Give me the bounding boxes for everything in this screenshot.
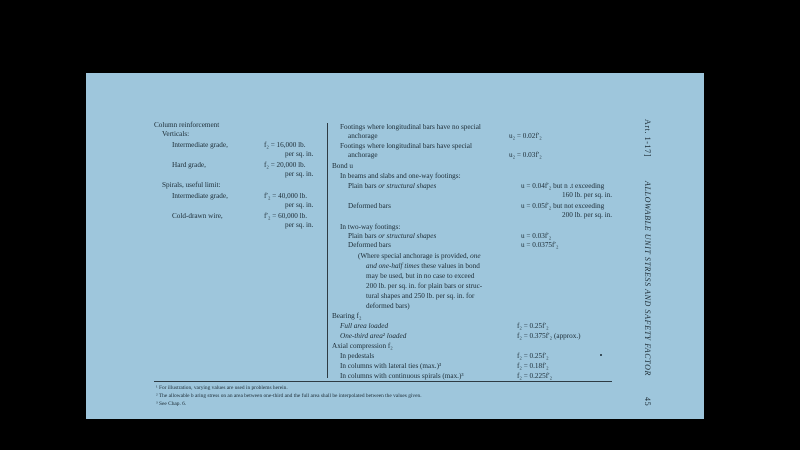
running-title: ALLOWABLE UNIT STRESS AND SAFETY FACTOR (643, 181, 652, 376)
deformed-bars-1-value: u = 0.05f′₂ but not exceeding (521, 202, 605, 210)
beams-slabs-footings: In beams and slabs and one-way footings: (340, 172, 461, 180)
footnote-2: ² The allowable b aring stress on an area between one-third and the full area shall be interpolated between the values given. (156, 393, 422, 399)
plain-bars-1-value: u = 0.04f′₂ but n .t exceeding (521, 182, 605, 190)
heading-column-reinforcement: Column reinforcement (154, 121, 220, 129)
deformed-bars-1: Deformed bars (348, 202, 391, 210)
special-anchorage-note-2: and one-half times these values in bond (366, 262, 480, 270)
in-pedestals: In pedestals (340, 352, 375, 360)
label-spiral-intermediate-grade: Intermediate grade, (172, 192, 228, 200)
special-anchorage-note-4: 200 lb. per sq. in. for plain bars or struc- (366, 282, 483, 290)
deformed-bars-2: Deformed bars (348, 241, 391, 249)
one-third-area-loaded-value: f₂ = 0.375f′₂ (approx.) (517, 332, 581, 340)
book-page (86, 73, 704, 419)
unit-intermediate-grade: per sq. in. (285, 150, 314, 158)
column-divider (327, 123, 328, 378)
subheading-spirals: Spirals, useful limit: (162, 181, 221, 189)
footings-special-anchorage-value: u₂ = 0.03f′₂ (509, 151, 542, 159)
unit-spiral-intermediate-grade: per sq. in. (285, 201, 314, 209)
deformed-bars-2-value: u = 0.0375f′₂ (521, 241, 559, 249)
plain-bars-1: Plain bars or structural shapes (348, 182, 437, 190)
plain-bars-2-value: u = 0.03f′₂ (521, 232, 552, 240)
special-anchorage-note-3: may be used, but in no case to exceed (366, 272, 475, 280)
unit-cold-drawn-wire: per sq. in. (285, 221, 314, 229)
continuous-spirals: In columns with continuous spirals (max.)³ (340, 372, 464, 380)
footings-no-anchorage-cont: anchorage (348, 132, 378, 140)
one-third-area-loaded: One-third area² loaded (340, 332, 407, 340)
footnote-3: ³ See Chap. 6. (156, 401, 187, 407)
special-anchorage-note-5: tural shapes and 250 lb. per sq. in. for (366, 292, 475, 300)
footings-special-anchorage-cont: anchorage (348, 151, 378, 159)
two-way-footings: In two-way footings: (340, 223, 401, 231)
footnote-rule (154, 381, 612, 382)
special-anchorage-note-1: (Where special anchorage is provided, one (358, 252, 481, 260)
footings-no-anchorage: Footings where longitudinal bars have no special (340, 123, 481, 131)
value-hard-grade: f₂ = 20,000 lb. (264, 161, 306, 169)
footings-special-anchorage: Footings where longitudinal bars have special (340, 142, 472, 150)
heading-axial-compression: Axial compression f₂ (332, 342, 393, 350)
heading-bearing: Bearing f₂ (332, 312, 362, 320)
label-cold-drawn-wire: Cold-drawn wire, (172, 212, 223, 220)
plain-bars-2: Plain bars or structural shapes (348, 232, 437, 240)
page-number: 45 (643, 397, 652, 407)
article-reference: Art. 1-17] (643, 119, 652, 157)
side-running-head (642, 119, 652, 415)
unit-hard-grade: per sq. in. (285, 170, 314, 178)
special-anchorage-note-6: deformed bars) (366, 302, 410, 310)
plain-bars-1-limit: 160 lb. per sq. in. (562, 191, 613, 199)
value-spiral-intermediate-grade: f′₂ = 40,000 lb. (264, 192, 308, 200)
deformed-bars-1-limit: 200 lb. per sq. in. (562, 211, 613, 219)
full-area-loaded-value: f₂ = 0.25f′₂ (517, 322, 549, 330)
in-pedestals-value: f₂ = 0.25f′₂ (517, 352, 549, 360)
lateral-ties-value: f₂ = 0.18f′₂ (517, 362, 549, 370)
full-area-loaded: Full area loaded (340, 322, 389, 330)
value-cold-drawn-wire: f′₂ = 60,000 lb. (264, 212, 308, 220)
value-intermediate-grade: f₂ = 16,000 lb. (264, 141, 306, 149)
continuous-spirals-value: f₂ = 0.225f′₂ (517, 372, 553, 380)
label-hard-grade: Hard grade, (172, 161, 206, 169)
label-intermediate-grade: Intermediate grade, (172, 141, 228, 149)
heading-bond: Bond u (332, 162, 353, 170)
subheading-verticals: Verticals: (162, 130, 190, 138)
footings-no-anchorage-value: u₂ = 0.02f′₂ (509, 132, 542, 140)
lateral-ties: In columns with lateral ties (max.)³ (340, 362, 442, 370)
print-speck (600, 354, 602, 356)
footnote-1: ¹ For illustration, varying values are used in problems herein. (156, 385, 288, 391)
